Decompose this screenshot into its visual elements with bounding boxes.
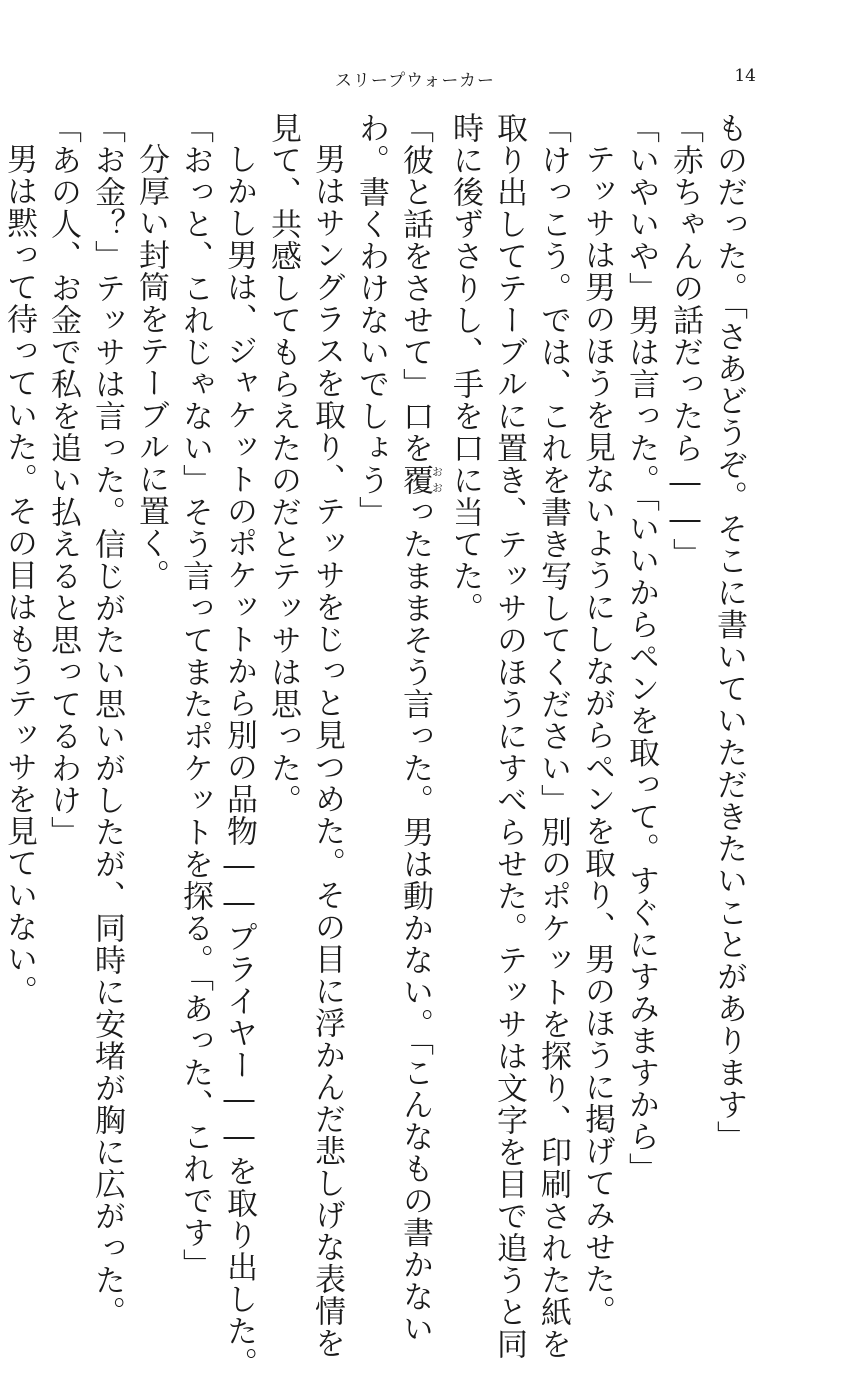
text-line: 取り出してテーブルに置き、テッサのほうにすべらせた。テッサは文字を目で追うと同 bbox=[491, 112, 527, 1360]
text-line: 時に後ずさりし、手を口に当てた。 bbox=[447, 112, 483, 624]
text-line: しかし男は、ジャケットのポケットから別の品物――プライヤー――を取り出した。 bbox=[221, 143, 257, 1379]
text-line: 男はサングラスを取り、テッサをじっと見つめた。その目に浮かんだ悲しげな表情を bbox=[309, 143, 345, 1359]
text-line: 見て、共感してもらえたのだとテッサは思った。 bbox=[265, 112, 301, 816]
body-text bbox=[1, 112, 751, 1379]
text-line: ものだった。「さあどうぞ。そこに書いていただきたいことがあります」 bbox=[711, 112, 747, 1153]
text-line: 分厚い封筒をテーブルに置く。 bbox=[133, 143, 169, 591]
text-line: わ。書くわけないでしょう」 bbox=[353, 112, 389, 528]
text-line: 「赤ちゃんの話だったら――」 bbox=[667, 112, 703, 570]
text-line: 「お金？」テッサは言った。信じがたい思いがしたが、同時に安堵が胸に広がった。 bbox=[89, 112, 125, 1328]
text-line: 「おっと、これじゃない」そう言ってまたポケットを探る。「あった、これです」 bbox=[177, 112, 213, 1281]
text-segment: ったまま bbox=[397, 496, 433, 624]
text-line: 「いやいや」男は言った。「いいからペンを取って。すぐにすみますから」 bbox=[623, 112, 659, 1185]
text-line: 「けっこう。では、これを書き写してください」別のポケットを探り、印刷された紙を bbox=[535, 112, 571, 1360]
text-line: 「あの人、お金で私を追い払えると思ってるわけ」 bbox=[45, 112, 81, 848]
ruby-word bbox=[397, 464, 444, 496]
text-line: 男は黙って待っていた。その目はもうテッサを見ていない。 bbox=[1, 143, 37, 1007]
text-segment: そう言った。男は動かない。「こんなもの書かない bbox=[397, 624, 433, 1345]
text-line-with-ruby bbox=[393, 112, 444, 1345]
text-line: テッサは男のほうを見ないようにしながらペンを取り、男のほうに掲げてみせた。 bbox=[579, 143, 615, 1327]
running-header-title: スリープウォーカー bbox=[334, 71, 496, 91]
page-number: 14 bbox=[734, 66, 756, 86]
ruby-base: 覆 bbox=[397, 464, 433, 496]
text-segment: 「彼と話をさせて」口を bbox=[397, 112, 433, 464]
ruby-reading: おお bbox=[430, 464, 444, 496]
